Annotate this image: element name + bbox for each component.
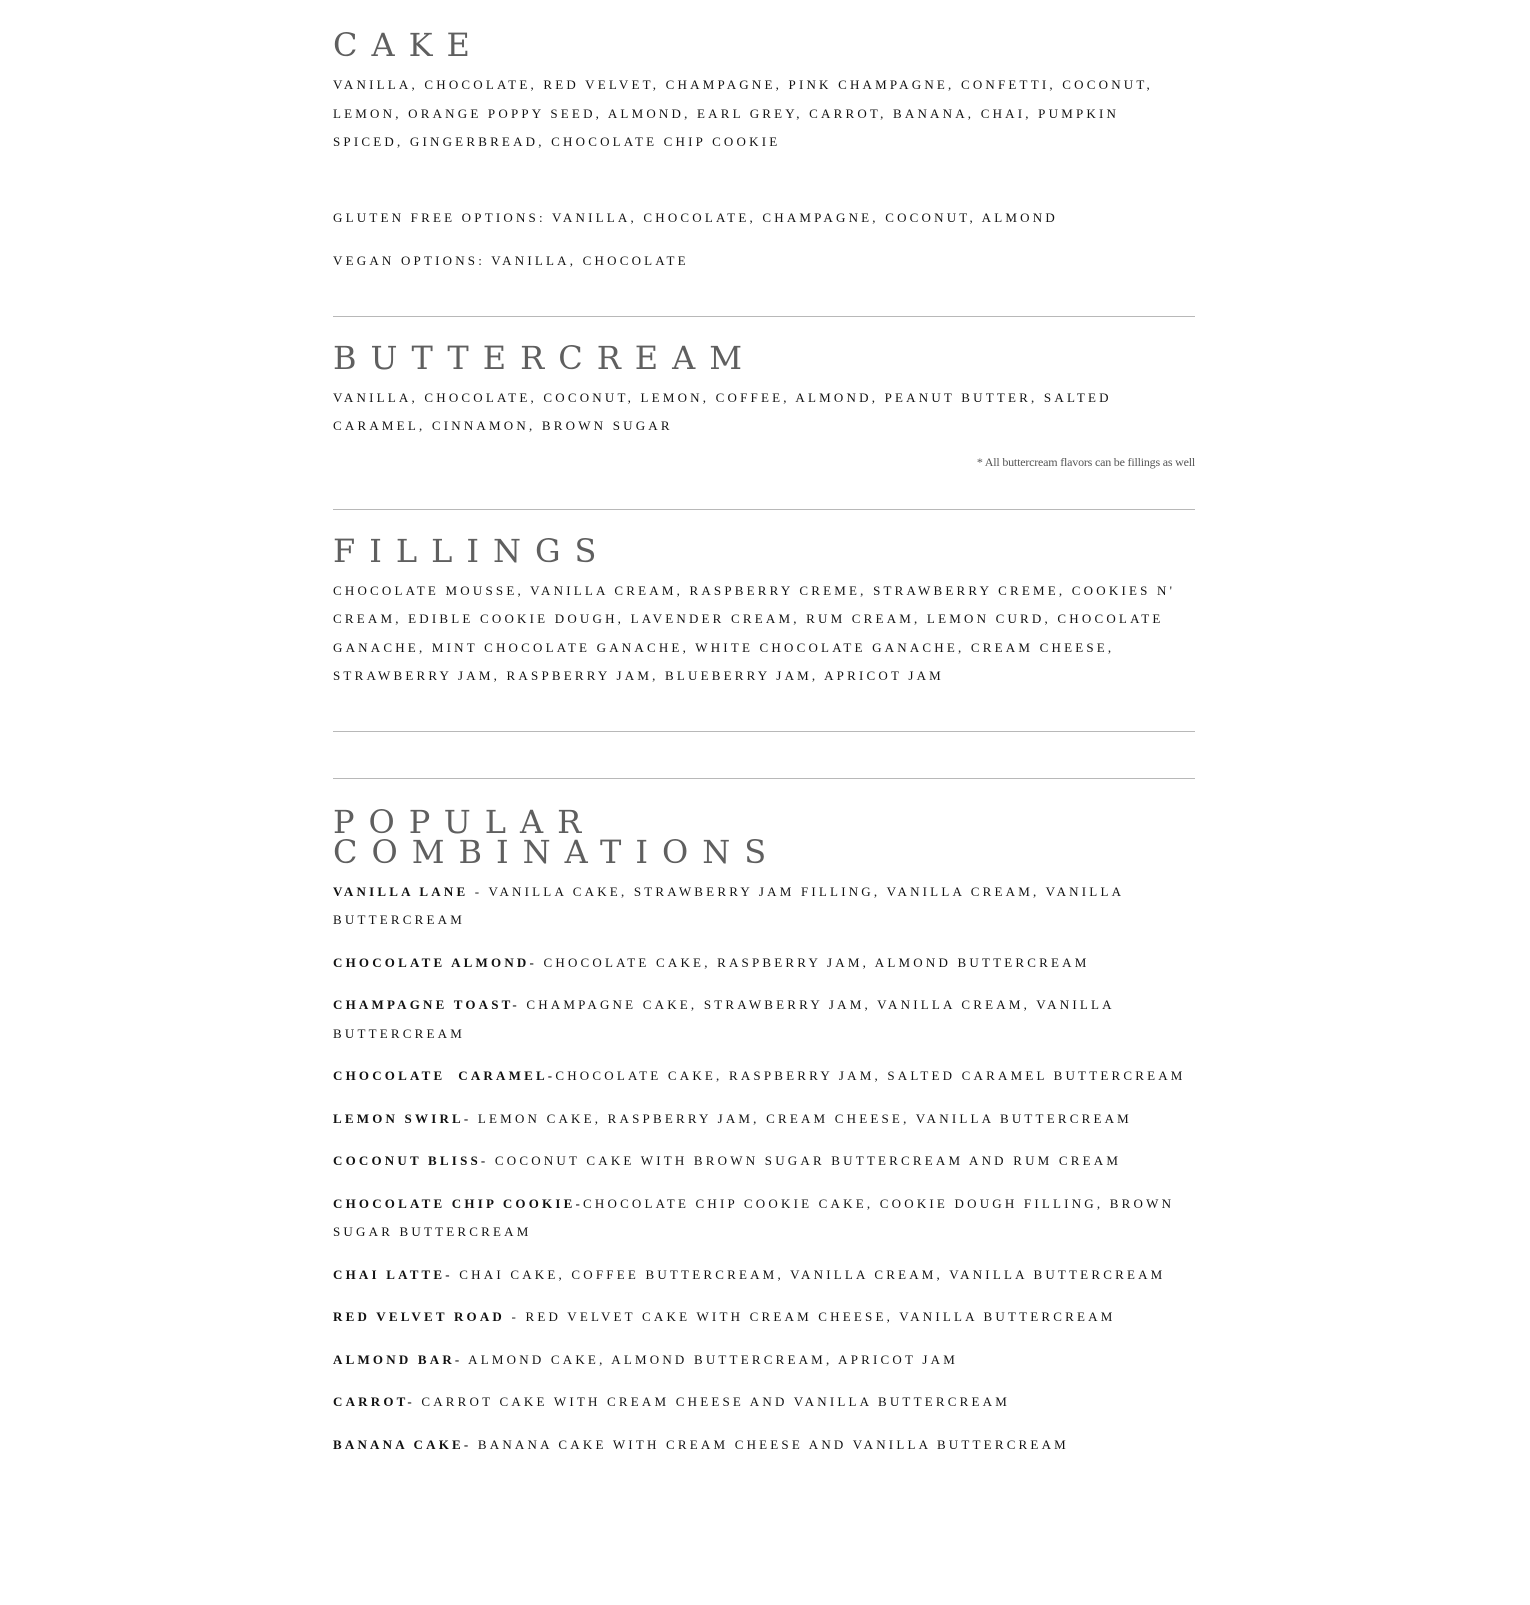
combo-description: BANANA CAKE WITH CREAM CHEESE AND VANILLA BUTTERCREAM [471, 1436, 1069, 1452]
buttercream-flavors: VANILLA, CHOCOLATE, COCONUT, LEMON, COFFEE, ALMOND, PEANUT BUTTER, SALTED CARAMEL, CINNAMON, BROWN SUGAR [333, 389, 1112, 433]
cake-flavors: VANILLA, CHOCOLATE, RED VELVET, CHAMPAGNE, PINK CHAMPAGNE, CONFETTI, COCONUT, LEMON, ORANGE POPPY SEED, ALMOND, EARL GREY, CARROT, BANANA, CHAI, PUMPKIN SPICED, GINGERBREAD, CHOCOLATE CHIP COOKIE [333, 77, 1153, 149]
combo-name: BANANA CAKE- [333, 1436, 472, 1452]
combo-description: LEMON CAKE, RASPBERRY JAM, CREAM CHEESE, VANILLA BUTTERCREAM [471, 1110, 1132, 1126]
combo-name: RED VELVET ROAD [333, 1309, 506, 1324]
divider [333, 731, 1195, 732]
combo-description: - RED VELVET CAKE WITH CREAM CHEESE, VANILLA BUTTERCREAM [505, 1309, 1116, 1324]
gluten-free-options: GLUTEN FREE OPTIONS: VANILLA, CHOCOLATE, CHAMPAGNE, COCONUT, ALMOND [333, 209, 1058, 225]
combo-description: CHOCOLATE CAKE, RASPBERRY JAM, SALTED CARAMEL BUTTERCREAM [555, 1068, 1186, 1083]
combo-name: CARROT- [333, 1394, 415, 1409]
list-item [333, 1190, 1195, 1247]
combo-description: CHOCOLATE CAKE, RASPBERRY JAM, ALMOND BUTTERCREAM [537, 954, 1090, 970]
combo-name: CHOCOLATE CARAMEL- [333, 1068, 556, 1083]
combo-description: CHAMPAGNE CAKE, STRAWBERRY JAM, VANILLA CREAM, VANILLA BUTTERCREAM [333, 997, 1115, 1041]
list-item [333, 1105, 1195, 1134]
combo-description: CARROT CAKE WITH CREAM CHEESE AND VANILLA BUTTERCREAM [414, 1394, 1010, 1409]
combo-name: VANILLA LANE [333, 883, 469, 899]
list-item [333, 1431, 1195, 1460]
combo-name: COCONUT BLISS- [333, 1153, 489, 1168]
list-item [333, 1062, 1195, 1091]
list-item [333, 1303, 1195, 1332]
fillings-title: FILLINGS [333, 531, 611, 570]
combo-description: CHAI CAKE, COFFEE BUTTERCREAM, VANILLA CREAM, VANILLA BUTTERCREAM [452, 1266, 1166, 1282]
combo-name: ALMOND BAR- [333, 1351, 463, 1367]
combo-name: CHOCOLATE CHIP COOKIE- [333, 1195, 584, 1211]
list-item [333, 991, 1195, 1048]
combinations-title-line-1: POPULAR [333, 802, 596, 841]
divider [333, 509, 1195, 510]
list-item [333, 878, 1195, 935]
combo-name: LEMON SWIRL- [333, 1110, 472, 1126]
combo-description: - VANILLA CAKE, STRAWBERRY JAM FILLING, VANILLA CREAM, VANILLA BUTTERCREAM [333, 883, 1124, 927]
list-item [333, 1388, 1195, 1417]
combo-description: ALMOND CAKE, ALMOND BUTTERCREAM, APRICOT JAM [462, 1351, 958, 1367]
divider [333, 778, 1195, 779]
list-item [333, 1261, 1195, 1290]
menu-content [333, 0, 1195, 1459]
list-item [333, 949, 1195, 978]
vegan-options: VEGAN OPTIONS: VANILLA, CHOCOLATE [333, 253, 689, 268]
combinations-list [333, 878, 1195, 1460]
combinations-title [333, 802, 1195, 871]
combo-name: CHAI LATTE- [333, 1266, 453, 1282]
combo-name: CHOCOLATE ALMOND- [333, 954, 538, 970]
cake-title: CAKE [333, 26, 484, 64]
divider [333, 316, 1195, 317]
list-item [333, 1147, 1195, 1176]
combo-name: CHAMPAGNE TOAST- [333, 997, 520, 1012]
list-item [333, 1346, 1195, 1375]
fillings-flavors: CHOCOLATE MOUSSE, VANILLA CREAM, RASPBERRY CREME, STRAWBERRY CREME, COOKIES N' CREAM, EDIBLE COOKIE DOUGH, LAVENDER CREAM, RUM CREAM, LEMON CURD, CHOCOLATE GANACHE, MINT CHOCOLATE GANACHE, WHITE CHOCOLATE GANACHE, CREAM CHEESE, STRAWBERRY JAM, RASPBERRY JAM, BLUEBERRY JAM, APRICOT JAM [333, 582, 1176, 683]
combo-description: COCONUT CAKE WITH BROWN SUGAR BUTTERCREAM AND RUM CREAM [488, 1153, 1122, 1168]
combinations-title-line-2: COMBINATIONS [333, 832, 781, 871]
buttercream-title: BUTTERCREAM [333, 338, 757, 377]
buttercream-note: * All buttercream flavors can be fillings as well [976, 454, 1195, 469]
combo-description: CHOCOLATE CHIP COOKIE CAKE, COOKIE DOUGH FILLING, BROWN SUGAR BUTTERCREAM [333, 1195, 1175, 1239]
